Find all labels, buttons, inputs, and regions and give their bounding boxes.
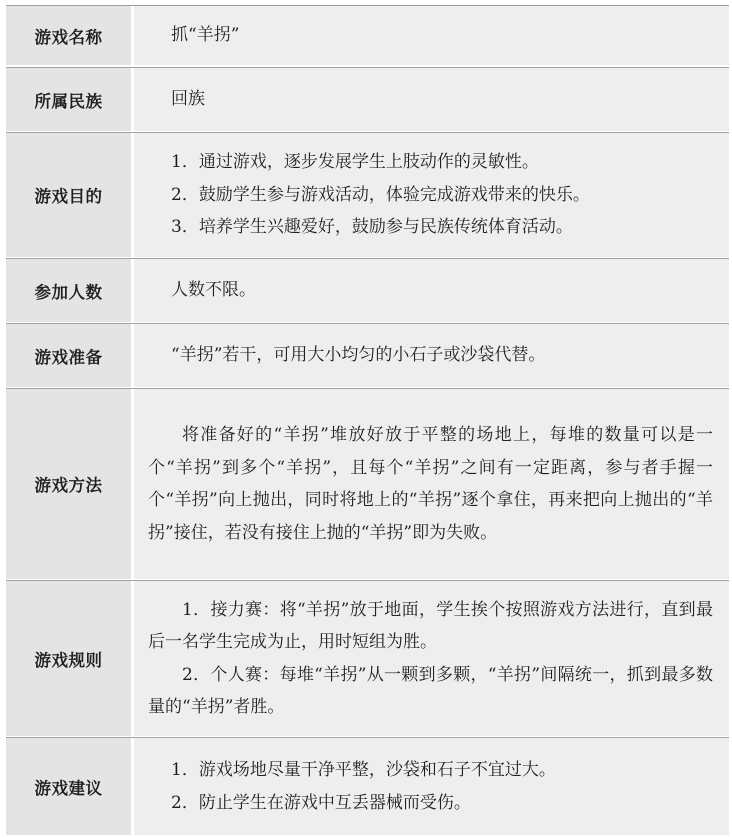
value-game-purpose xyxy=(134,133,729,257)
participants-text: 人数不限。 xyxy=(171,280,256,301)
label-rules: 游戏规则 xyxy=(6,581,134,736)
ethnic-group-text: 回族 xyxy=(171,89,205,110)
rule-item-1: 1．接力赛：将“羊拐”放于地面，学生挨个按照游戏方法进行，直到最后一名学生完成为止，用时短组为胜。 xyxy=(148,599,713,652)
row-game-purpose xyxy=(6,132,729,257)
row-preparation xyxy=(6,323,729,387)
value-preparation xyxy=(134,324,729,387)
method-paragraph: 将准备好的“羊拐”堆放好放于平整的场地上，每堆的数量可以是一个“羊拐”到多个“羊拐”，且每个“羊拐”之间有一定距离，参与者手握一个“羊拐”向上抛出，同时将地上的“羊拐”逐个拿住，再来把向上抛出的“羊拐”接住，若没有接住上抛的“羊拐”即为失败。 xyxy=(148,425,713,543)
label-suggestions: 游戏建议 xyxy=(6,738,134,835)
value-ethnic-group xyxy=(134,68,729,131)
suggestion-item-2: 2．防止学生在游戏中互丢器械而受伤。 xyxy=(171,792,471,813)
label-preparation: 游戏准备 xyxy=(6,324,134,387)
rule-item-2: 2．个人赛：每堆“羊拐”从一颗到多颗，“羊拐”间隔统一，抓到最多数量的“羊拐”者胜。 xyxy=(148,664,713,717)
value-game-name xyxy=(134,6,729,65)
row-suggestions xyxy=(6,737,729,835)
value-method xyxy=(134,389,729,579)
label-game-purpose: 游戏目的 xyxy=(6,133,134,257)
label-ethnic-group: 所属民族 xyxy=(6,68,134,131)
label-game-name: 游戏名称 xyxy=(6,6,134,65)
purpose-item-2: 2．鼓励学生参与游戏活动，体验完成游戏带来的快乐。 xyxy=(171,184,590,205)
label-participants: 参加人数 xyxy=(6,259,134,322)
game-name-text: 抓“羊拐” xyxy=(171,25,240,46)
row-rules xyxy=(6,580,729,736)
row-ethnic-group xyxy=(6,67,729,131)
purpose-item-1: 1．通过游戏，逐步发展学生上肢动作的灵敏性。 xyxy=(171,152,539,173)
game-info-table xyxy=(6,5,729,835)
row-game-name xyxy=(6,6,729,65)
row-participants xyxy=(6,258,729,322)
purpose-item-3: 3．培养学生兴趣爱好，鼓励参与民族传统体育活动。 xyxy=(171,217,573,238)
value-suggestions xyxy=(134,738,729,835)
row-method xyxy=(6,388,729,579)
value-participants xyxy=(134,259,729,322)
label-method: 游戏方法 xyxy=(6,389,134,579)
preparation-text: “羊拐”若干，可用大小均匀的小石子或沙袋代替。 xyxy=(171,345,546,366)
value-rules xyxy=(134,581,729,736)
suggestion-item-1: 1．游戏场地尽量干净平整，沙袋和石子不宜过大。 xyxy=(171,760,556,780)
